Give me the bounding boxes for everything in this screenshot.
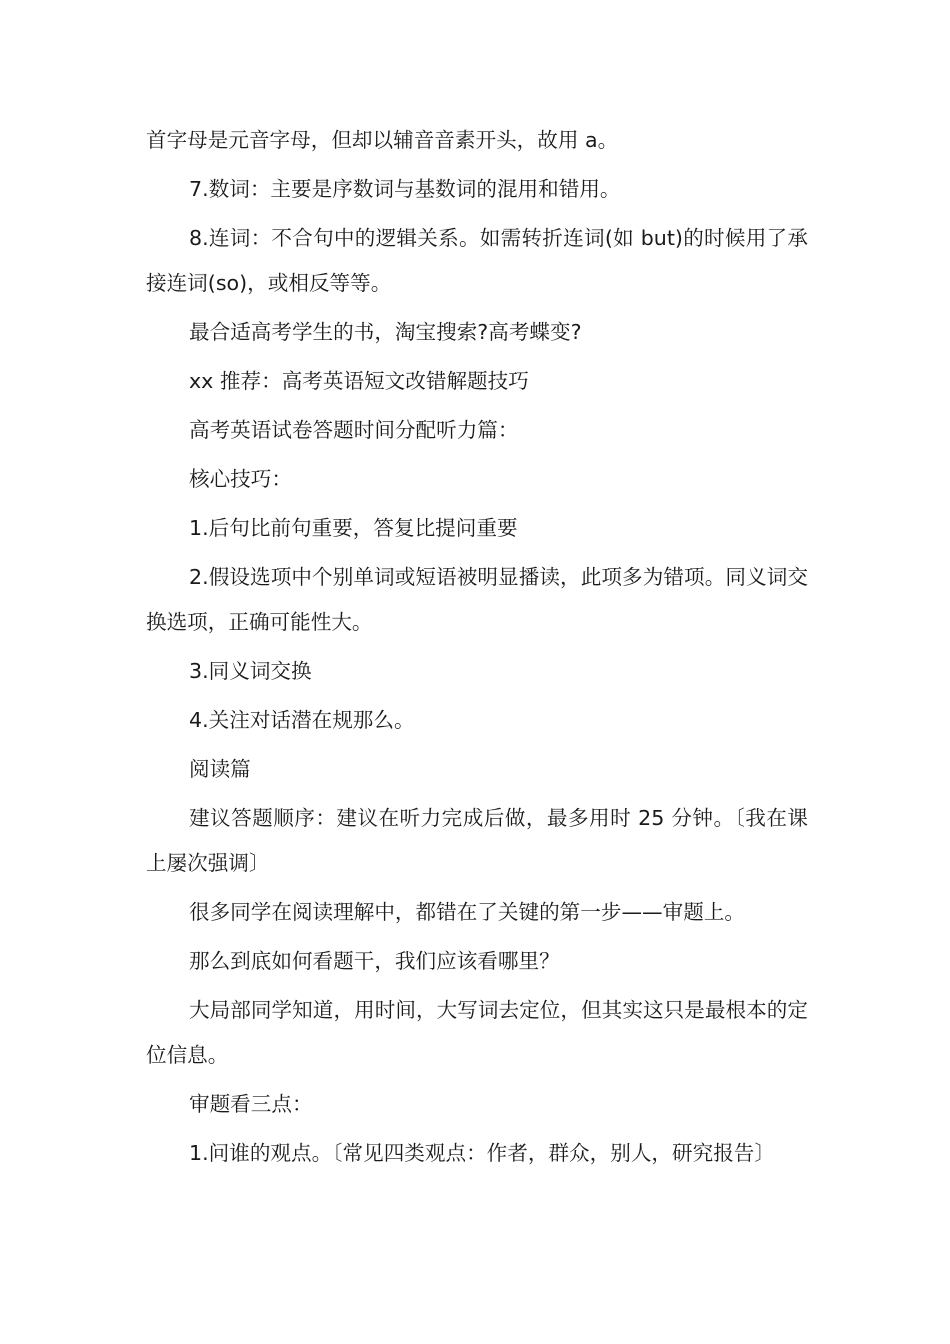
paragraph-8: 1.后句比前句重要，答复比提问重要 [189, 516, 518, 540]
paragraph-4: 最合适高考学生的书，淘宝搜索?高考蝶变? [189, 320, 582, 344]
paragraph-13: 建议答题顺序：建议在听力完成后做，最多用时 25 分钟。〔我在课上屡次强调〕 [146, 806, 808, 875]
paragraph-1: 首字母是元音字母，但却以辅音音素开头，故用 a。 [146, 128, 619, 152]
paragraph-11: 4.关注对话潜在规那么。 [189, 708, 415, 732]
paragraph-16: 大局部同学知道，用时间，大写词去定位，但其实这只是最根本的定位信息。 [146, 998, 808, 1067]
paragraph-7: 核心技巧： [189, 467, 292, 491]
paragraph-14: 很多同学在阅读理解中，都错在了关键的第一步——审题上。 [189, 900, 746, 924]
paragraph-15: 那么到底如何看题干，我们应该看哪里？ [189, 949, 560, 973]
paragraph-2: 7.数词：主要是序数词与基数词的混用和错用。 [189, 177, 621, 201]
paragraph-9: 2.假设选项中个别单词或短语被明显播读，此项多为错项。同义词交换选项，正确可能性大。 [146, 565, 808, 634]
paragraph-3: 8.连词：不合句中的逻辑关系。如需转折连词(如 but)的时候用了承接连词(so)，或相反等等。 [146, 226, 808, 295]
paragraph-18: 1.问谁的观点。〔常见四类观点：作者，群众，别人，研究报告〕 [189, 1141, 775, 1165]
paragraph-6: 高考英语试卷答题时间分配听力篇： [189, 418, 519, 442]
document-page [146, 118, 808, 1180]
paragraph-5: xx 推荐：高考英语短文改错解题技巧 [189, 369, 529, 393]
paragraph-17: 审题看三点： [189, 1092, 313, 1116]
paragraph-12: 阅读篇 [189, 757, 251, 781]
paragraph-10: 3.同义词交换 [189, 659, 312, 683]
